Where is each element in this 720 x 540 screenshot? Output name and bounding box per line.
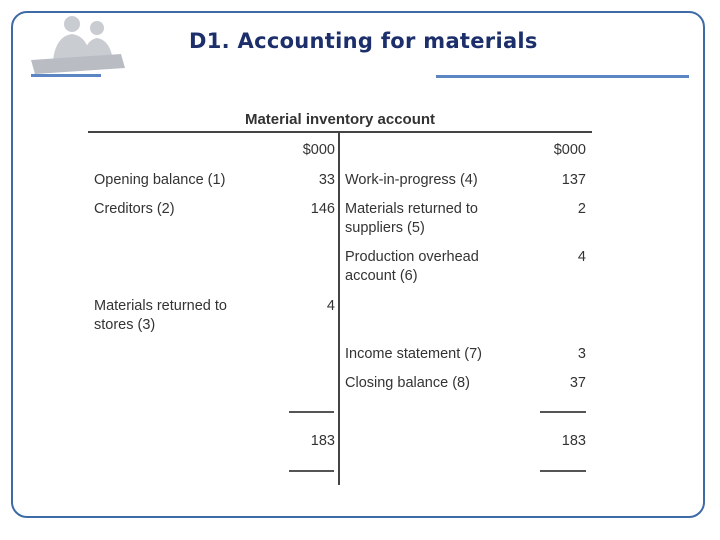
right-total-rule-bottom xyxy=(540,470,586,472)
right-entry-label: suppliers (5) xyxy=(345,220,425,236)
right-entry-label: Closing balance (8) xyxy=(345,375,470,391)
account-center-rule xyxy=(338,133,340,485)
right-entry-label: Production overhead xyxy=(345,249,479,265)
left-currency-header: $000 xyxy=(302,142,335,158)
slide-title: D1. Accounting for materials xyxy=(189,29,538,53)
left-entry-label: Creditors (2) xyxy=(94,201,175,217)
right-entry-label: Income statement (7) xyxy=(345,346,482,362)
left-entry-value: 146 xyxy=(310,201,335,217)
left-total-rule-bottom xyxy=(289,470,334,472)
title-underline xyxy=(436,75,689,78)
right-entry-label: Materials returned to xyxy=(345,201,478,217)
right-entry-value: 137 xyxy=(561,172,586,188)
right-entry-label: Work-in-progress (4) xyxy=(345,172,478,188)
account-title: Material inventory account xyxy=(244,111,436,128)
left-entry-label: stores (3) xyxy=(94,317,156,333)
account-top-rule xyxy=(88,131,592,133)
right-total-rule-top xyxy=(540,411,586,413)
left-entry-value: 4 xyxy=(326,298,335,314)
right-entry-value: 3 xyxy=(577,346,586,362)
right-entry-value: 4 xyxy=(577,249,586,265)
business-people-logo xyxy=(25,14,125,78)
right-entry-label: account (6) xyxy=(345,268,418,284)
right-entry-value: 2 xyxy=(577,201,586,217)
left-entry-label: Materials returned to xyxy=(94,298,227,314)
right-currency-header: $000 xyxy=(553,142,586,158)
right-total: 183 xyxy=(561,433,586,449)
left-total: 183 xyxy=(310,433,335,449)
right-entry-value: 37 xyxy=(569,375,586,391)
left-entry-value: 33 xyxy=(318,172,335,188)
left-total-rule-top xyxy=(289,411,334,413)
left-entry-label: Opening balance (1) xyxy=(94,172,226,188)
